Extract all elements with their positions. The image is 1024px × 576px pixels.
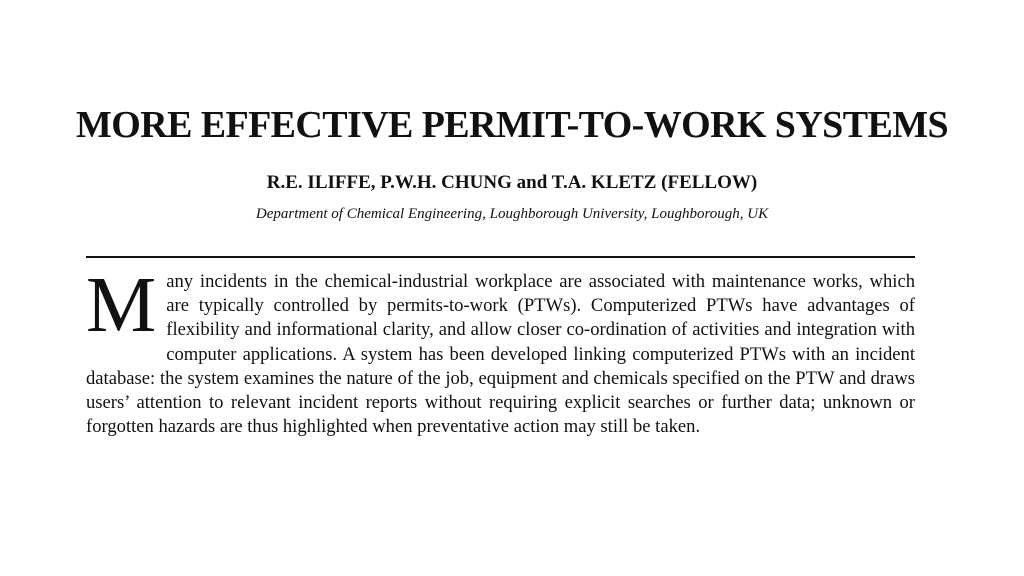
fellow-note: (FELLOW) bbox=[661, 172, 758, 193]
section-divider bbox=[86, 256, 915, 258]
paper-title: MORE EFFECTIVE PERMIT-TO-WORK SYSTEMS bbox=[76, 104, 948, 146]
abstract-dropcap: M bbox=[86, 262, 157, 349]
author-line bbox=[0, 171, 1024, 195]
abstract bbox=[86, 262, 915, 439]
abstract-text: any incidents in the chemical-industrial workplace are associated with maintenance works, which are typically controlled by permits-to-work (PTWs). Computerized PTWs have advantages of flexibility and informational clarity, and allow closer co-ordination of activities and integration with computer applications. A system has been developed linking computerized PTWs with an incident database: the system examines the nature of the job, equipment and chemicals specified on the PTW and draws users’ attention to relevant incident reports without requiring explicit searches or further data; unknown or forgotten hazards are thus highlighted when preventative action may still be taken. bbox=[86, 271, 915, 438]
affiliation: Department of Chemical Engineering, Loughborough University, Loughborough, UK bbox=[255, 206, 769, 222]
author-names: R.E. ILIFFE, P.W.H. CHUNG and T.A. KLETZ bbox=[266, 172, 657, 193]
